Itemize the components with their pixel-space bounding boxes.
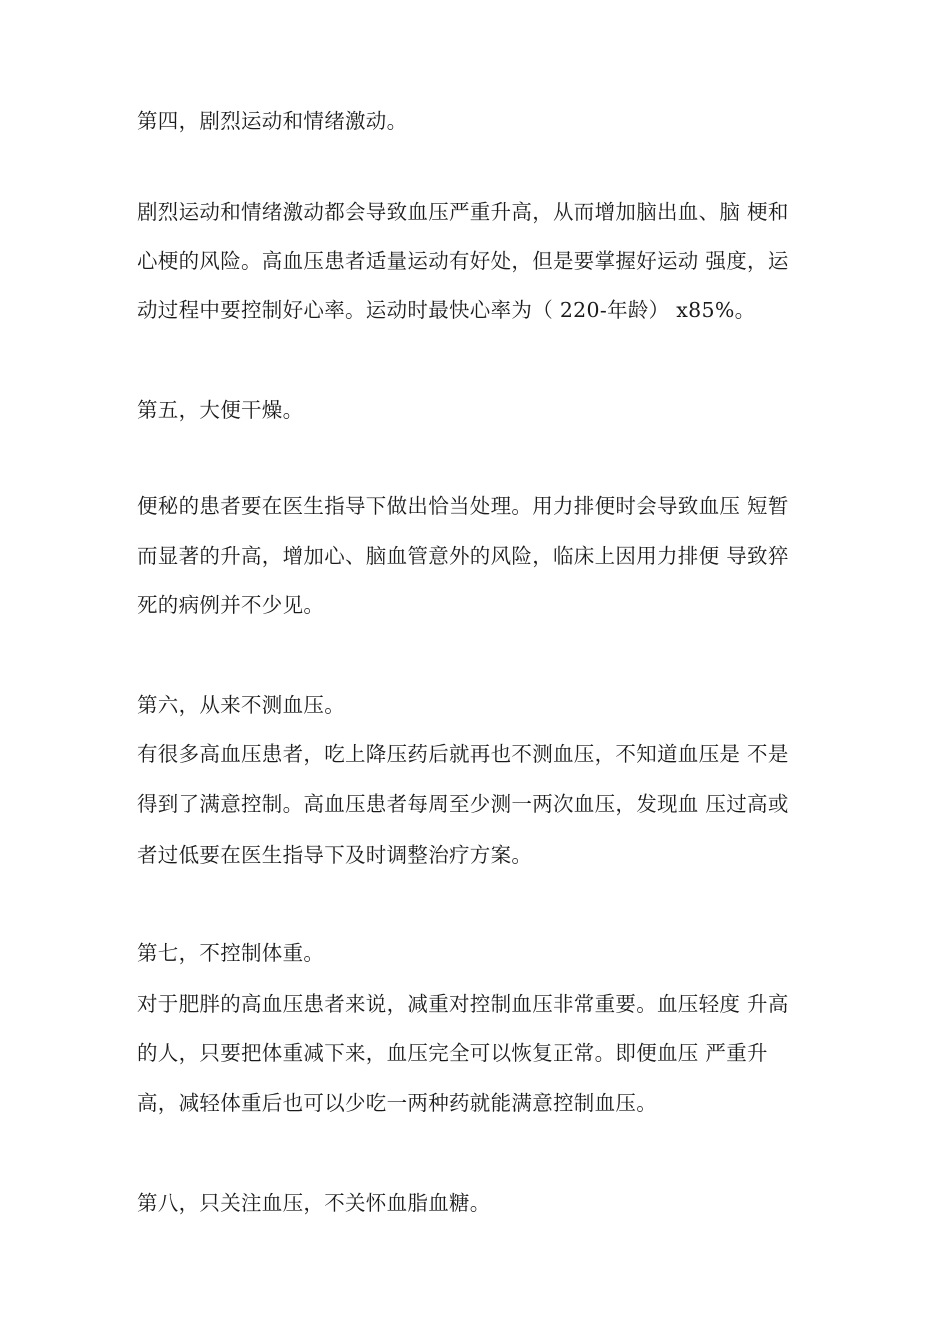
section-heading: 第八，只关注血压，不关怀血脂血糖。 bbox=[137, 1191, 491, 1215]
section-heading: 第七，不控制体重。 bbox=[137, 941, 325, 965]
paragraph-line: 而显著的升高，增加心、脑血管意外的风险，临床上因用力排便 导致猝 bbox=[137, 544, 789, 568]
paragraph-line: 者过低要在医生指导下及时调整治疗方案。 bbox=[137, 843, 533, 867]
paragraph-line: 的人，只要把体重减下来，血压完全可以恢复正常。即便血压 严重升 bbox=[137, 1041, 768, 1065]
paragraph-line: 高，减轻体重后也可以少吃一两种药就能满意控制血压。 bbox=[137, 1091, 657, 1115]
section-heading: 第五，大便干燥。 bbox=[137, 398, 304, 422]
paragraph-line: 对于肥胖的高血压患者来说，减重对控制血压非常重要。血压轻度 升高 bbox=[137, 992, 789, 1016]
paragraph-line: 动过程中要控制好心率。运动时最快心率为（ 220-年龄） x85%。 bbox=[137, 298, 756, 322]
section-heading: 第六，从来不测血压。 bbox=[137, 693, 345, 717]
paragraph-line: 剧烈运动和情绪激动都会导致血压严重升高，从而增加脑出血、脑 梗和 bbox=[137, 200, 789, 224]
paragraph-line: 死的病例并不少见。 bbox=[137, 593, 325, 617]
paragraph-line: 心梗的风险。高血压患者适量运动有好处，但是要掌握好运动 强度，运 bbox=[137, 249, 789, 273]
section-heading: 第四，剧烈运动和情绪激动。 bbox=[137, 109, 408, 133]
paragraph-line: 有很多高血压患者，吃上降压药后就再也不测血压，不知道血压是 不是 bbox=[137, 742, 789, 766]
paragraph-line: 便秘的患者要在医生指导下做出恰当处理。用力排便时会导致血压 短暂 bbox=[137, 494, 789, 518]
paragraph-line: 得到了满意控制。高血压患者每周至少测一两次血压，发现血 压过高或 bbox=[137, 792, 789, 816]
